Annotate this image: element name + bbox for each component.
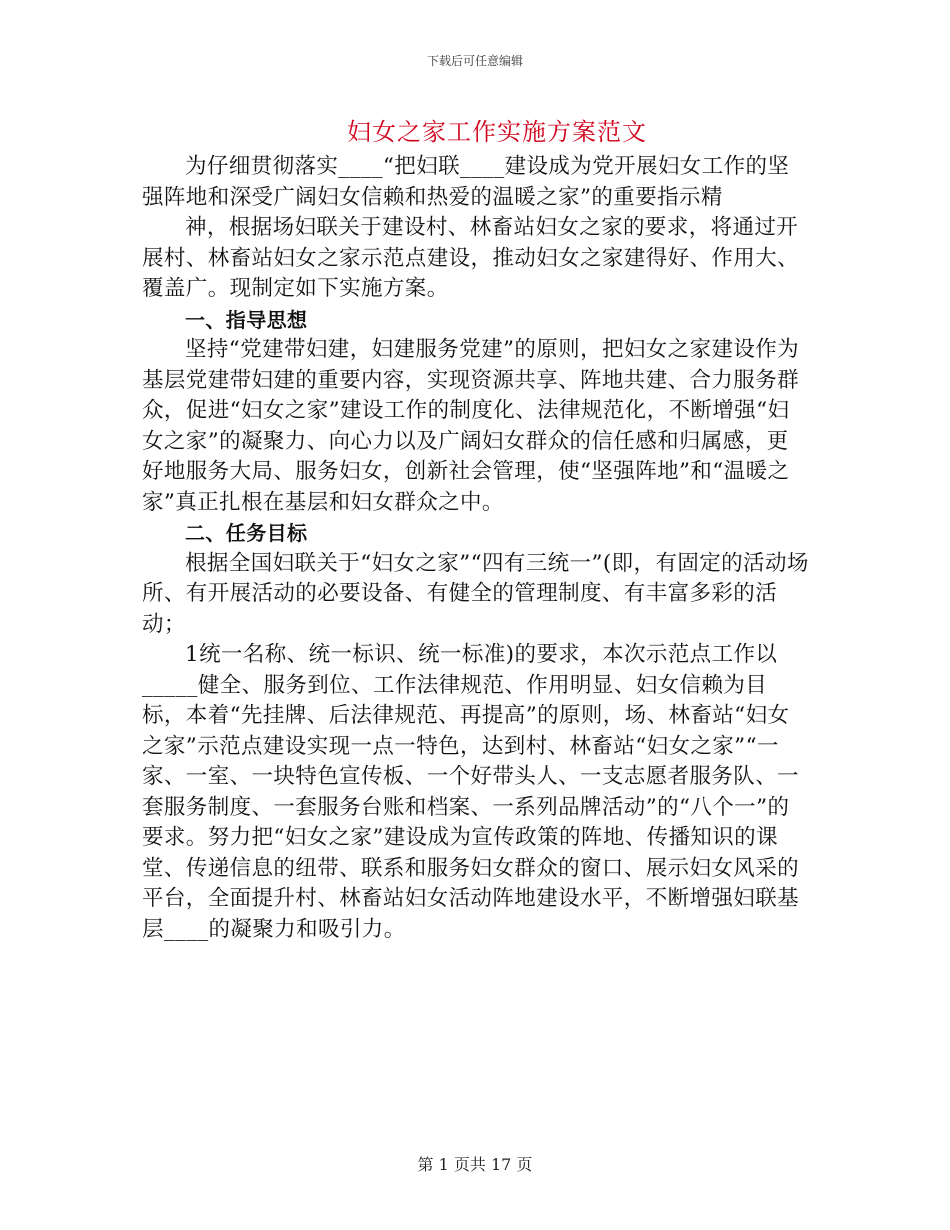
document-title: 妇女之家工作实施方案范文 xyxy=(347,118,647,146)
paragraph-task-goals-continued: 1统一名称、统一标识、统一标准)的要求，本次示范点工作以_____健全、服务到位、工作法律规范、作用明显、妇女信赖为目标，本着“先挂牌、后法律规范、再提高”的原则，场、林畜站“妇女之家”示范点建设实现一点一特色，达到村、林畜站“妇女之家”“一家、一室、一块特色宣传板、一个好带头人、一支志愿者服务队、一套服务制度、一套服务台账和档案、一系列品牌活动”的“八个一”的要求。努力把“妇女之家”建设成为宣传政策的阵地、传播知识的课堂、传递信息的纽带、联系和服务妇女群众的窗口、展示妇女风采的平台，全面提升村、林畜站妇女活动阵地建设水平，不断增强妇联基层____的凝聚力和吸引力。 xyxy=(142,642,800,942)
header-note: 下载后可任意编辑 xyxy=(426,54,523,68)
section-heading-guiding-thought: 一、指导思想 xyxy=(185,307,308,332)
page-number: 第 1 页共 17 页 xyxy=(417,1155,533,1174)
paragraph-intro-continued: 神，根据场妇联关于建设村、林畜站妇女之家的要求，将通过开展村、林畜站妇女之家示范点建设，推动妇女之家建得好、作用大、覆盖广。现制定如下实施方案。 xyxy=(142,215,800,301)
section-heading-task-goals: 二、任务目标 xyxy=(185,521,308,545)
paragraph-task-goals: 根据全国妇联关于“妇女之家”“四有三统一”(即，有固定的活动场所、有开展活动的必要设备、有健全的管理制度、有丰富多彩的活动； xyxy=(142,550,809,637)
paragraph-intro: 为仔细贯彻落实____“把妇联____建设成为党开展妇女工作的坚强阵地和深受广阔妇女信赖和热爱的温暖之家”的重要指示精 xyxy=(142,154,790,210)
document-body xyxy=(142,152,810,945)
paragraph-guiding-thought: 坚持“党建带妇建，妇建服务党建”的原则，把妇女之家建设作为基层党建带妇建的重要内容，实现资源共享、阵地共建、合力服务群众，促进“妇女之家”建设工作的制度化、法律规范化，不断增强“妇女之家”的凝聚力、向心力以及广阔妇女群众的信任感和归属感，更好地服务大局、服务妇女，创新社会管理，使“坚强阵地”和“温暖之家”真正扎根在基层和妇女群众之中。 xyxy=(142,337,800,515)
